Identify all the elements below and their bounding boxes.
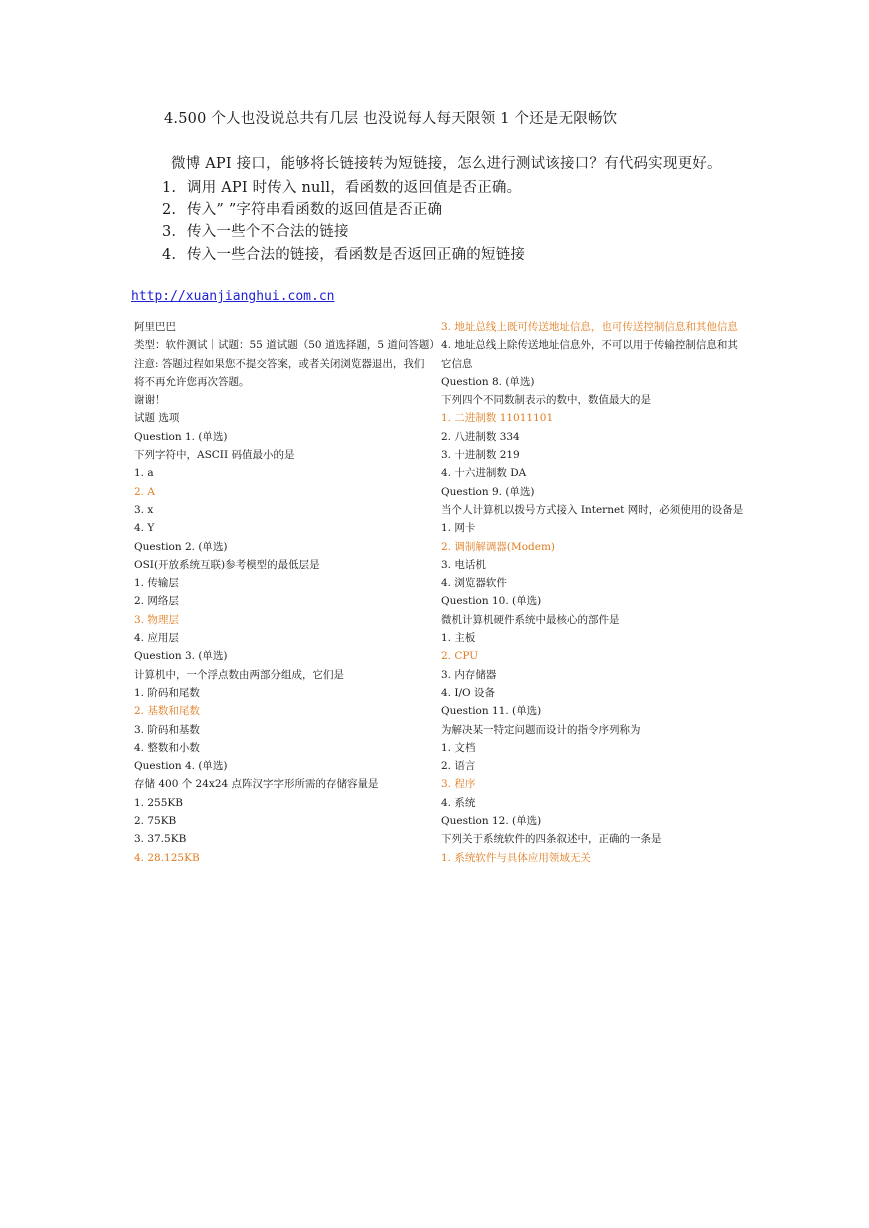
document-text-line: 3. 内存储器	[441, 668, 497, 681]
api-question: 微博 API 接口，能够将长链接转为短链接，怎么进行测试该接口？有代码实现更好。	[171, 156, 722, 172]
document-text-line: 将不再允许您再次答题。	[134, 375, 250, 388]
document-text-line: Question 11. (单选)	[441, 705, 542, 718]
document-text-line: Question 10. (单选)	[441, 595, 542, 608]
step-1	[162, 176, 521, 197]
document-text-line: 3. x	[134, 503, 154, 516]
document-text-line: 谢谢！	[134, 394, 166, 407]
document-text-line: Question 2. (单选)	[134, 540, 228, 553]
answer-option-highlighted: 3. 程序	[441, 778, 476, 791]
step-2	[162, 198, 442, 219]
right-question-column	[441, 318, 744, 867]
document-text-line: 4. 十六进制数 DA	[441, 467, 527, 480]
website-link[interactable]: http://xuanjianghui.com.cn	[131, 289, 335, 304]
step-number: 2.	[162, 202, 177, 218]
document-text-line: Question 9. (单选)	[441, 485, 535, 498]
document-text-line: 试题 选项	[134, 412, 180, 425]
answer-option-highlighted: 2. 调制解调器(Modem)	[441, 540, 556, 553]
document-text-line: 1. 网卡	[441, 522, 476, 535]
document-text-line: 4. 地址总线上除传送地址信息外，不可以用于传输控制信息和其	[441, 339, 738, 352]
document-text-line: 1. 主板	[441, 632, 476, 645]
document-text-line: 微机计算机硬件系统中最核心的部件是	[441, 613, 620, 626]
document-text-line: 它信息	[441, 357, 473, 370]
answer-option-highlighted: 2. 基数和尾数	[134, 705, 200, 718]
document-text-line: 为解决某一特定问题而设计的指令序列称为	[441, 723, 641, 736]
step-number: 4.	[162, 247, 177, 263]
answer-option-highlighted: 1. 二进制数 11011101	[441, 412, 554, 425]
answer-option-highlighted: 1. 系统软件与具体应用领域无关	[441, 851, 591, 864]
document-text-line: Question 4. (单选)	[134, 760, 228, 773]
document-text-line: 2. 语言	[441, 760, 476, 773]
answer-option-highlighted: 2. A	[134, 485, 155, 498]
document-text-line: 1. 255KB	[134, 796, 183, 809]
document-text-line: 3. 37.5KB	[134, 833, 187, 846]
document-text-line: 3. 阶码和基数	[134, 723, 200, 736]
document-text-line: 4. 应用层	[134, 632, 179, 645]
answer-option-highlighted: 3. 物理层	[134, 613, 179, 626]
document-text-line: Question 8. (单选)	[441, 375, 535, 388]
step-3	[162, 220, 349, 241]
document-text-line: 4. 系统	[441, 796, 476, 809]
left-question-column	[134, 318, 440, 867]
document-text-line: 4. 整数和小数	[134, 741, 200, 754]
step-number: 3.	[162, 224, 177, 240]
step-text: 传入一些个不合法的链接	[187, 224, 349, 240]
document-text-line: 1. 传输层	[134, 577, 179, 590]
document-text-line: Question 12. (单选)	[441, 815, 542, 828]
document-text-line: 下列关于系统软件的四条叙述中，正确的一条是	[441, 833, 662, 846]
document-text-line: 计算机中，一个浮点数由两部分组成，它们是	[134, 668, 344, 681]
document-text-line: 1. 文档	[441, 741, 476, 754]
document-text-line: 3. 十进制数 219	[441, 449, 520, 462]
answer-option-highlighted: 3. 地址总线上既可传送地址信息，也可传送控制信息和其他信息	[441, 321, 738, 333]
step-text: 调用 API 时传入 null，看函数的返回值是否正确。	[187, 180, 522, 196]
document-text-line: 下列四个不同数制表示的数中，数值最大的是	[441, 394, 651, 407]
document-text-line: Question 1. (单选)	[134, 430, 228, 443]
document-text-line: 下列字符中，ASCII 码值最小的是	[134, 449, 295, 462]
document-text-line: 存储 400 个 24x24 点阵汉字字形所需的存储容量是	[134, 778, 379, 791]
document-text-line: 2. 网络层	[134, 595, 179, 608]
document-text-line: 当个人计算机以拨号方式接入 Internet 网时，必须使用的设备是	[441, 503, 744, 516]
document-text-line: 类型：软件测试｜试题：55 道试题（50 道选择题，5 道问答题）	[134, 339, 440, 352]
document-text-line: 2. 八进制数 334	[441, 430, 520, 443]
step-text: 传入” ”字符串看函数的返回值是否正确	[187, 202, 443, 218]
document-text-line: 4. Y	[134, 522, 155, 535]
answer-option-highlighted: 4. 28.125KB	[134, 851, 200, 864]
intro-line: 4.500 个人也没说总共有几层 也没说每人每天限领 1 个还是无限畅饮	[164, 111, 618, 127]
document-text-line: 4. I/O 设备	[441, 686, 495, 699]
document-text-line: 1. 阶码和尾数	[134, 686, 200, 699]
document-text-line: 3. 电话机	[441, 558, 486, 571]
document-text-line: 4. 浏览器软件	[441, 577, 507, 590]
document-text-line: 注意: 答题过程如果您不提交答案，或者关闭浏览器退出，我们	[134, 357, 425, 370]
document-text-line: 2. 75KB	[134, 815, 177, 828]
document-text-line: OSI(开放系统互联)参考模型的最低层是	[134, 558, 320, 571]
document-text-line: 1. a	[134, 467, 154, 480]
document-text-line: Question 3. (单选)	[134, 650, 228, 663]
step-4	[162, 243, 525, 264]
step-number: 1.	[162, 180, 177, 196]
answer-option-highlighted: 2. CPU	[441, 650, 479, 663]
document-text-line: 阿里巴巴	[134, 321, 176, 333]
step-text: 传入一些合法的链接，看函数是否返回正确的短链接	[187, 247, 526, 263]
